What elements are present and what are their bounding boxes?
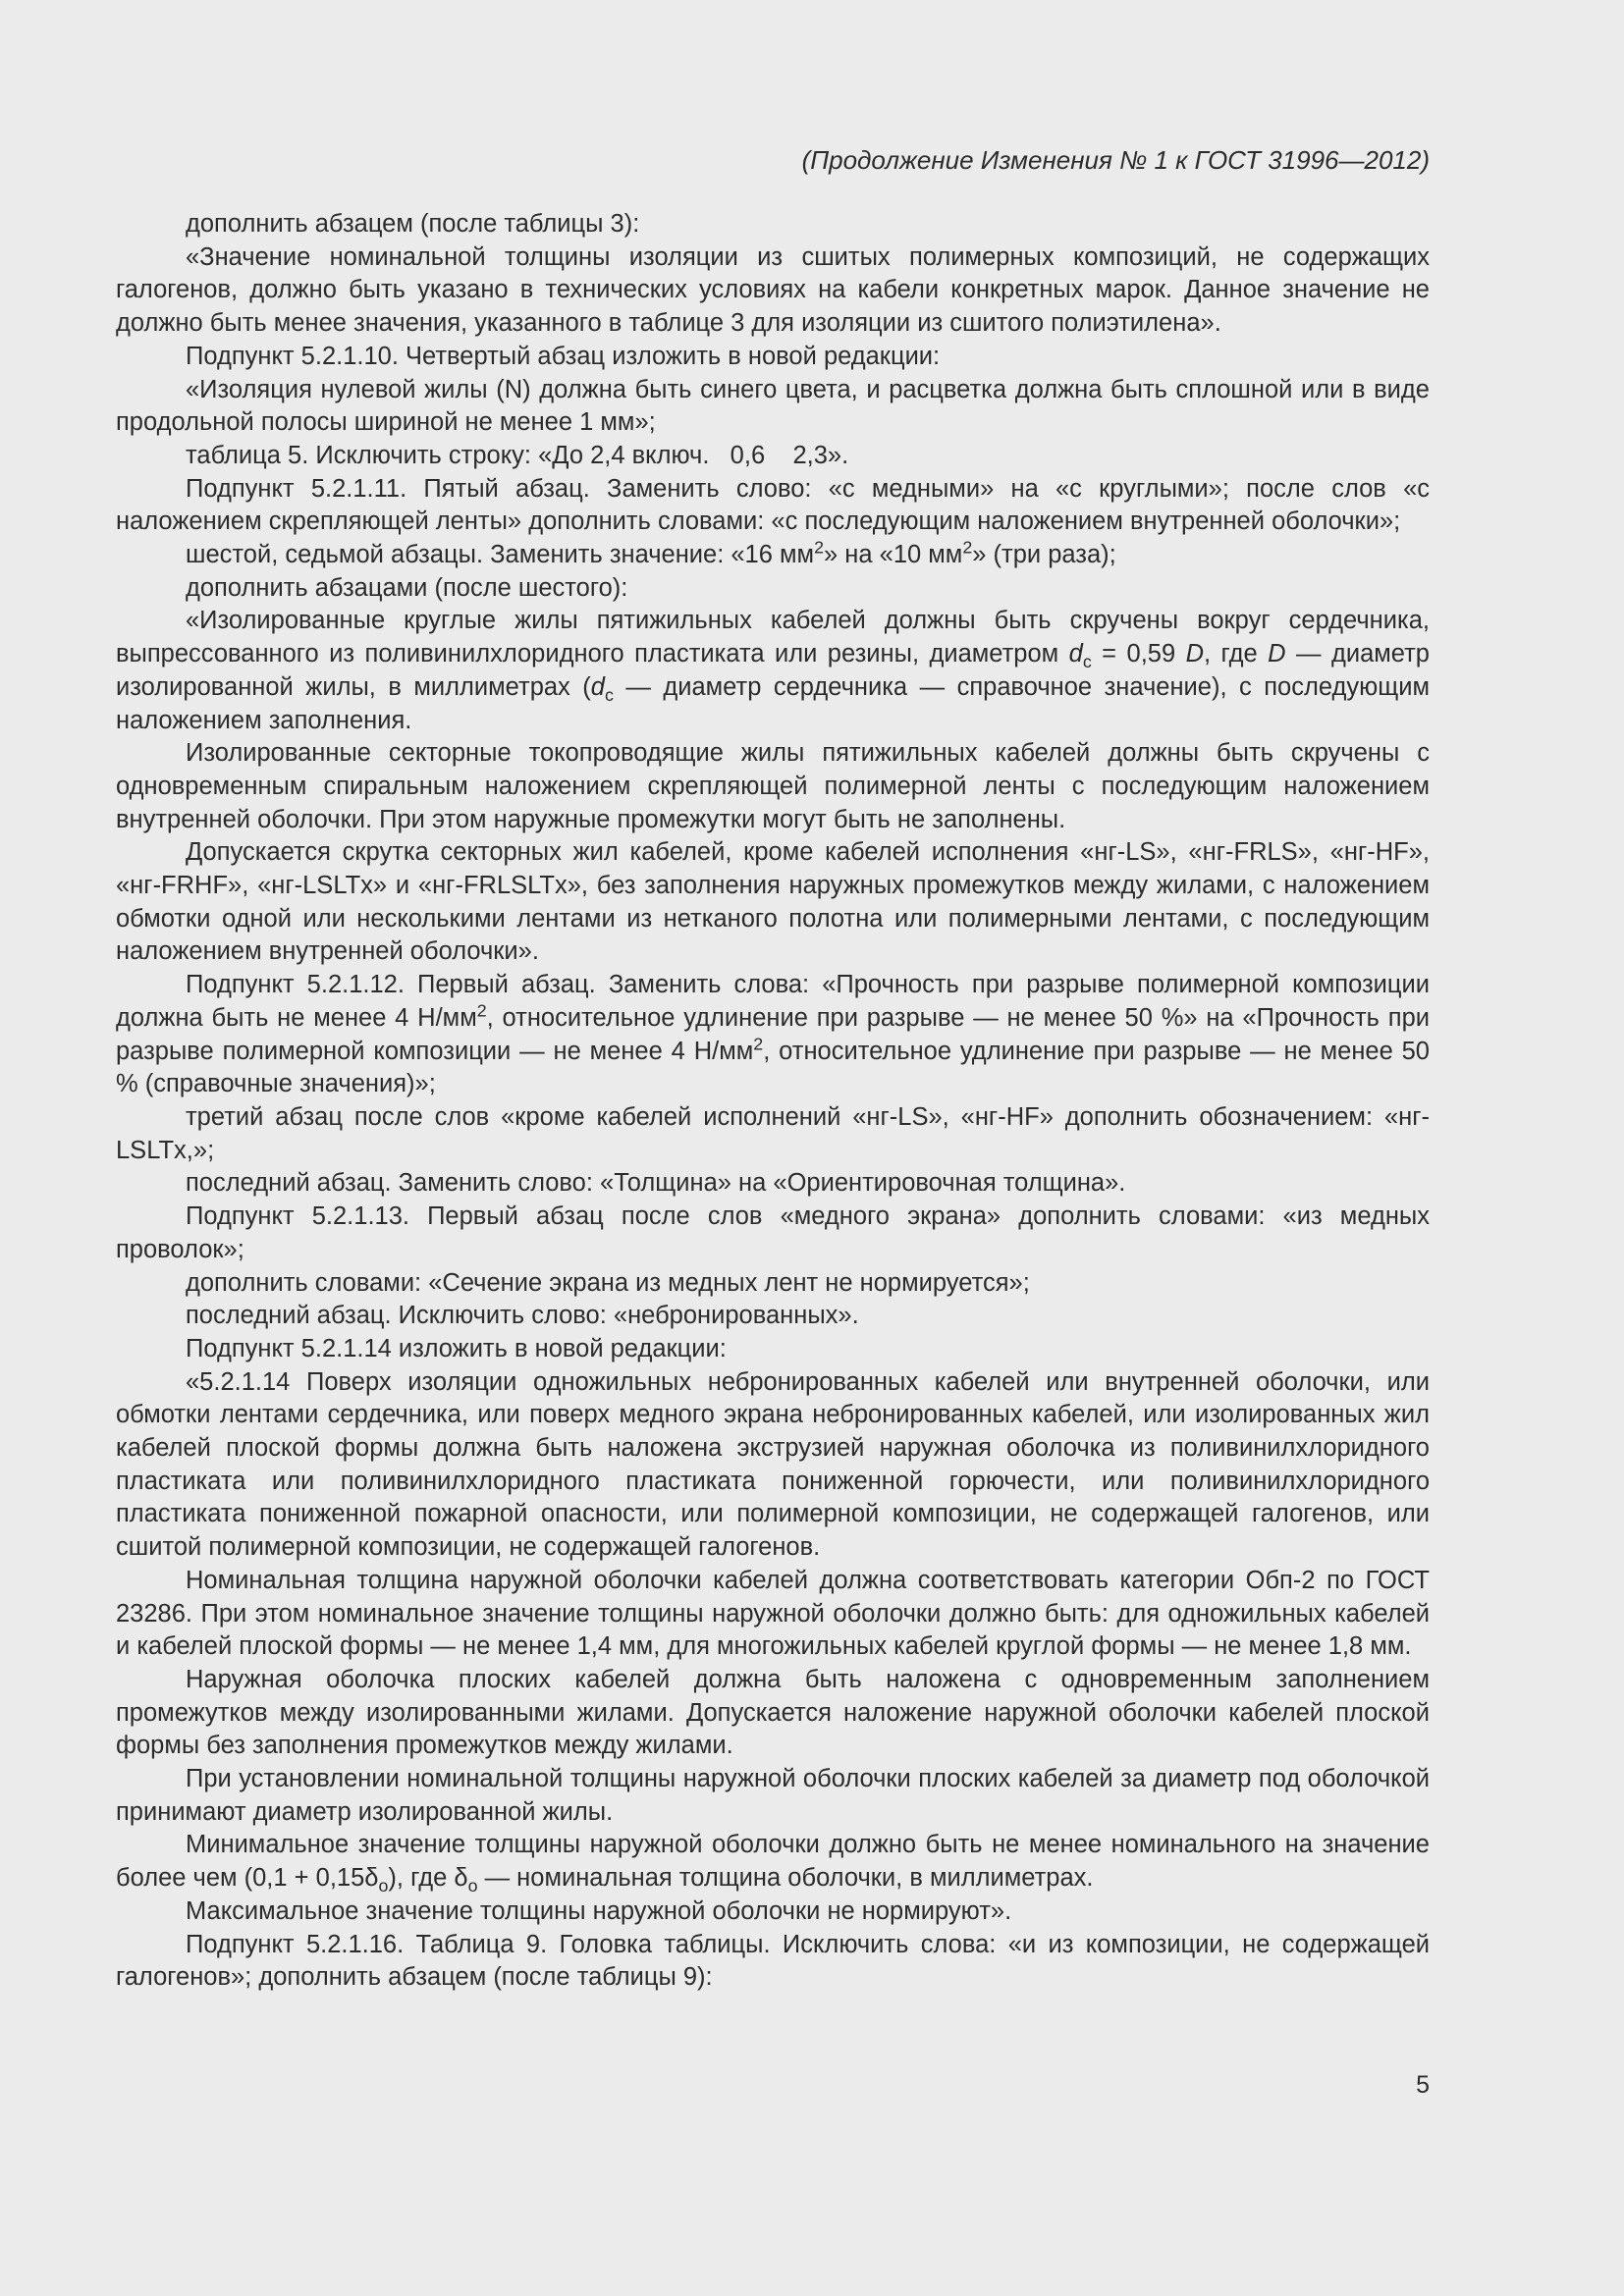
paragraph: Изолированные секторные токопроводящие жилы пятижильных кабелей должны быть скручены с одновременным спиральным наложением скрепляющей полимерной ленты с последующим наложением внутренней оболочки. При этом наружные промежутки могут быть не заполнены.	[116, 739, 1430, 833]
document-body	[116, 208, 1430, 1995]
text-run: Подпункт 5.2.1.12. Первый абзац. Заменить слова: «Прочность при разрыве полимерной композиции должна быть не менее 4 Н/мм	[116, 971, 1430, 1032]
paragraph: таблица 5. Исключить строку: «До 2,4 включ. 0,6 2,3».	[186, 441, 849, 469]
math-variable: D	[1268, 640, 1286, 668]
math-variable: d	[1068, 640, 1083, 668]
paragraph: последний абзац. Заменить слово: «Толщина» на «Ориентировочная толщина».	[186, 1169, 1126, 1198]
paragraph: третий абзац после слов «кроме кабелей исполнений «нг-LS», «нг-HF» дополнить обозначением: «нг-LSLTx,»;	[116, 1102, 1430, 1164]
paragraph	[116, 1829, 1430, 1895]
text-run: » на «10 мм	[824, 541, 963, 569]
math-variable: d	[590, 672, 605, 701]
paragraph: последний абзац. Исключить слово: «небронированных».	[186, 1302, 859, 1330]
text-run: = 0,59	[1091, 640, 1186, 668]
text-run: — диаметр изолированной жилы, в миллиметрах (	[116, 640, 1430, 701]
superscript: 2	[476, 1000, 487, 1021]
subscript: о	[378, 1876, 389, 1896]
paragraph: Подпункт 5.2.1.14 изложить в новой редакции:	[186, 1334, 727, 1362]
superscript: 2	[814, 537, 825, 558]
superscript: 2	[962, 537, 973, 558]
text-run: — диаметр сердечника — справочное значение), с последующим наложением заполнения.	[116, 672, 1430, 734]
paragraph: Максимальное значение толщины наружной оболочки не нормируют».	[186, 1896, 1012, 1925]
paragraph: «Значение номинальной толщины изоляции из сшитых полимерных композиций, не содержащих галогенов, должно быть указано в технических условиях на кабели конкретных марок. Данное значение не должно быть менее значения, указанного в таблице 3 для изоляции из сшитого полиэтилена».	[116, 242, 1430, 338]
paragraph: «5.2.1.14 Поверх изоляции одножильных небронированных кабелей или внутренней оболочки, или обмотки лентами сердечника, или поверх медного экрана небронированных кабелей, или изолированных жил кабелей плоской формы должна быть наложена экструзией наружная оболочка из поливинилхлоридного пластиката или поливинилхлоридного пластиката пониженной горючести, или поливинилхлоридного пластиката пониженной пожарной опасности, или полимерной композиции, не содержащей галогенов, или сшитой полимерной композиции, не содержащей галогенов.	[116, 1367, 1430, 1562]
paragraph: При установлении номинальной толщины наружной оболочки плоских кабелей за диаметр под оболочкой принимают диаметр изолированной жилы.	[116, 1765, 1430, 1826]
paragraph: Номинальная толщина наружной оболочки кабелей должна соответствовать категории Обп-2 по ГОСТ 23286. При этом номинальное значение толщины наружной оболочки должно быть: для одножильных кабелей и кабелей плоской формы — не менее 1,4 мм, для многожильных кабелей круглой формы — не менее 1,8 мм.	[116, 1566, 1430, 1661]
paragraph: Допускается скрутка секторных жил кабелей, кроме кабелей исполнения «нг-LS», «нг-FRLS», «нг-HF», «нг-FRHF», «нг-LSLTx» и «нг-FRLSLTx», без заполнения наружных промежутков между жилами, с наложением обмотки одной или несколькими лентами из нетканого полотна или полимерными лентами, с последующим наложением внутренней оболочки».	[116, 838, 1430, 966]
subscript: с	[1082, 652, 1092, 672]
paragraph: Подпункт 5.2.1.11. Пятый абзац. Заменить слово: «с медными» на «с круглыми»; после слов «с наложением скрепляющей ленты» дополнить словами: «с последующим наложением внутренней оболочки»;	[116, 474, 1430, 536]
text-run: , относительное удлинение при разрыве — не менее 50 % (справочные значения)»;	[116, 1037, 1430, 1098]
paragraph	[116, 969, 1430, 1101]
paragraph	[116, 605, 1430, 737]
text-run: шестой, седьмой абзацы. Заменить значение: «16 мм	[186, 541, 815, 569]
paragraph: Подпункт 5.2.1.13. Первый абзац после слов «медного экрана» дополнить словами: «из медных проволок»;	[116, 1202, 1430, 1263]
text-run: , где	[1204, 640, 1269, 668]
text-run: — номинальная толщина оболочки, в миллиметрах.	[477, 1864, 1094, 1893]
math-variable: D	[1185, 640, 1204, 668]
paragraph: «Изоляция нулевой жилы (N) должна быть синего цвета, и расцветка должна быть сплошной или в виде продольной полосы шириной не менее 1 мм»;	[116, 375, 1430, 437]
paragraph: Подпункт 5.2.1.16. Таблица 9. Головка таблицы. Исключить слова: «и из композиции, не содержащей галогенов»; дополнить абзацем (после таблицы 9):	[116, 1930, 1430, 1992]
running-header: (Продолжение Изменения № 1 к ГОСТ 31996—2012)	[801, 145, 1430, 175]
text-run: , относительное удлинение при разрыве — не менее 50 %» на «Прочность при разрыве полимерной композиции — не менее 4 Н/мм	[116, 1003, 1430, 1065]
subscript: с	[604, 684, 614, 705]
text-run: «Изолированные круглые жилы пятижильных кабелей должны быть скручены вокруг сердечника, выпрессованного из поливинилхлоридного пластиката или резины, диаметром	[116, 607, 1430, 668]
text-run: ), где δ	[388, 1864, 468, 1893]
text-run: Минимальное значение толщины наружной оболочки должно быть не менее номинального на значение более чем (0,1 + 0,15δ	[116, 1831, 1430, 1893]
text-run: » (три раза);	[972, 541, 1116, 569]
page-number: 5	[1416, 2071, 1430, 2099]
paragraph: дополнить абзацем (после таблицы 3):	[186, 210, 640, 238]
paragraph: Наружная оболочка плоских кабелей должна быть наложена с одновременным заполнением промежутков между изолированными жилами. Допускается наложение наружной оболочки кабелей плоской формы без заполнения промежутков между жилами.	[116, 1665, 1430, 1760]
paragraph: Подпункт 5.2.1.10. Четвертый абзац изложить в новой редакции:	[186, 342, 941, 370]
superscript: 2	[753, 1034, 764, 1054]
paragraph: дополнить абзацами (после шестого):	[186, 573, 628, 602]
subscript: о	[467, 1876, 478, 1896]
paragraph: дополнить словами: «Сечение экрана из медных лент не нормируется»;	[186, 1268, 1030, 1297]
paragraph	[116, 539, 1430, 572]
